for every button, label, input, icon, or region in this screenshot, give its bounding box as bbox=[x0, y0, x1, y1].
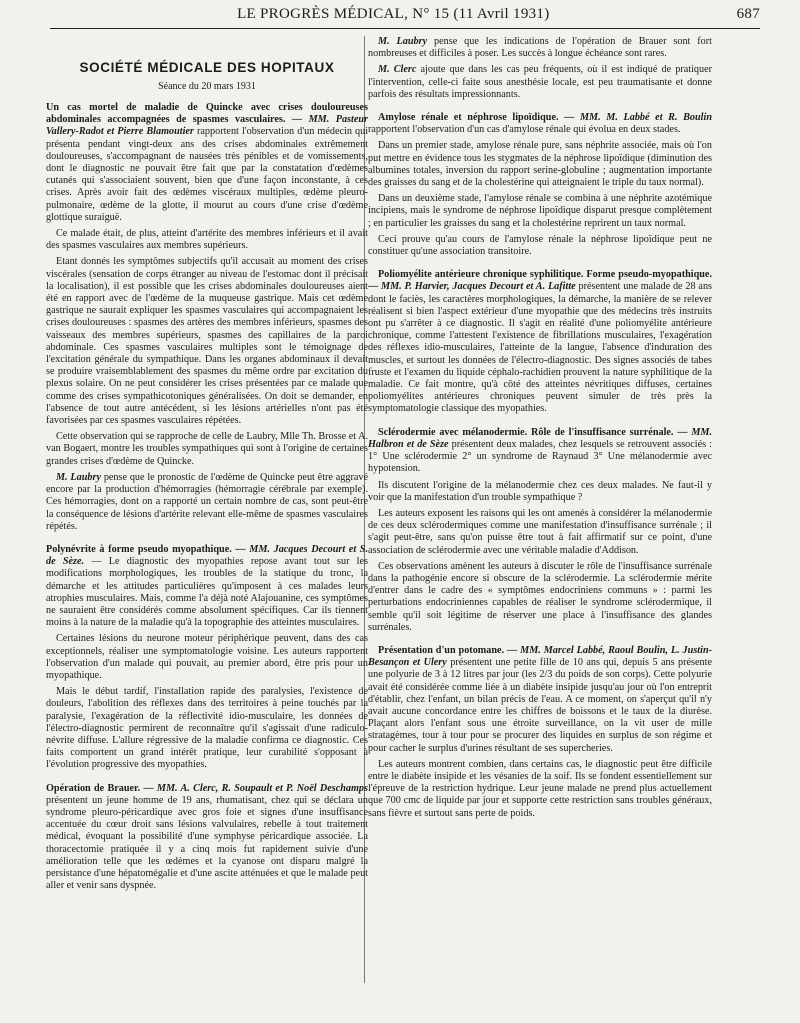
article-authors: — MM. M. Labbé et R. Boulin bbox=[564, 112, 712, 124]
paragraph: Dans un premier stade, amylose rénale pure, sans néphrite associée, mais où l'on put mettre en évidence tous les stygmates de la néphrose lipoïdique (diminution des albumines totales, inversion du rapport serine-globuline ; augmentation importante des graisses du sang et de la cholestérine qui atteignaient le triple du taux normal). bbox=[368, 140, 712, 189]
paragraph: Ceci prouve qu'au cours de l'amylose rénale la néphrose lipoïdique peut ne constituer qu'une association transitoire. bbox=[368, 233, 712, 258]
article-title: Poliomyélite antérieure chronique syphilitique. Forme pseudo-myopathique. bbox=[378, 269, 712, 281]
article-authors: — MM. A. Clerc, R. Soupault et P. Noël Deschamps bbox=[143, 782, 368, 794]
article-title: Polynévrite à forme pseudo myopathique. bbox=[46, 543, 232, 555]
article-text: — Le diagnostic des myopathies repose avant tout sur les modifications morphologiques, les troubles de la statique du tronc, la démarche et les attitudes particulières qu'imposent à ces malades leurs atrophies musculaires. Mais, comme l'a déjà noté Alajouanine, ces symptômes ne sauraient être considérés comme absolument spécifiques. Car ils tiennent moins à la nature de la maladie qu'à la topographie des atteintes musculaires. bbox=[46, 556, 368, 629]
article-amylose bbox=[368, 112, 712, 136]
journal-title: LE PROGRÈS MÉDICAL, N° 15 (11 Avril 1931) bbox=[237, 6, 550, 22]
article-authors: — MM. Marcel Labbé, Raoul Boulin, L. Justin-Besançon et Ulery bbox=[368, 644, 712, 669]
article-brauer bbox=[46, 783, 368, 893]
paragraph-laubry-brauer bbox=[368, 36, 712, 60]
article-text: présentent deux malades, chez lesquels se retrouvent associés : 1° Une sclérodermie 2° un syndrome de Raynaud 3° Une mélanodermie avec hypotension. bbox=[368, 438, 712, 475]
article-text: rapportent l'observation d'un médecin qui présenta pendant vingt-deux ans des crises abdominales extrêmement douloureuses, s'accompagnant de nausées très pénibles et de vomissements, dont le diagnostic ne pouvait être fait que par la constatation d'œdèmes cutanés qui s'associaient souvent, bien que d'une façon inconstante, à ces crises. Après avoir fait des œdèmes viscéraux multiples, œdème pleuro-pulmonaire, œdème de la glotte, il mourut au cours d'une crise d'œdème glottique suraiguë. bbox=[46, 126, 368, 223]
article-sclerodermie bbox=[368, 427, 712, 476]
article-quincke bbox=[46, 102, 368, 224]
article-authors: — MM. P. Harvier, Jacques Decourt et A. Lafitte bbox=[368, 281, 576, 293]
paragraph: Dans un deuxième stade, l'amylose rénale se combina à une néphrite azotémique incipiens, mais le syndrome de néphrose lipoïdique disparut presque complètement ; en particulier les graisses du sang et la cholestérine reprirent un taux normal. bbox=[368, 193, 712, 229]
discussant: M. Clerc bbox=[378, 64, 417, 76]
article-authors: — MM. Halbron et de Sèze bbox=[368, 426, 712, 450]
paragraph-text: pense que le pronostic de l'œdème de Quincke peut être aggravé encore par la production d'hémorragies (hémorragie cérébrale par exemple). Ces hémorragies, dont on a rapporté un certain nombre de cas, sont peut-être la conséquence de lésions d'artérite relevant elle-même de spasmes vasculaires répétés. bbox=[46, 471, 368, 532]
society-title: SOCIÉTÉ MÉDICALE DES HOPITAUX bbox=[79, 60, 335, 75]
article-text: présentent une petite fille de 10 ans qui, depuis 5 ans présente une polyurie de 3 à 12 litres par jour (les 2/3 du poids de son corps). Cette polyurie avait été considérée comme liée à un diabète insipide jusqu'au jour où l'on entreprit d'établir, chez l'enfant, un bilan précis de l'eau. A ce moment, on s'aperçut qu'il n'y avait aucune concordance entre les chiffres de boissons et le taux de la diurèse. Plaçant alors l'enfant sous une étroite surveillance, on la vit user de mille stratagèmes, tour à tour pour se procurer des liquides en surplus de son régime et pour cacher le surplus d'urines résultant de ses supercheries. bbox=[368, 657, 712, 754]
right-column bbox=[368, 36, 712, 1013]
article-title: Présentation d'un potomane. bbox=[378, 644, 505, 656]
article-text: rapportent l'observation d'un cas d'amylose rénale qui évolua en deux stades. bbox=[368, 124, 681, 136]
paragraph-text: ajoute que dans les cas peu fréquents, où il est indiqué de pratiquer l'intervention, celle-ci faite sous anesthésie locale, est peu traumatisante et donne parfois des résultats impressionnants. bbox=[368, 64, 712, 100]
paragraph: Ils discutent l'origine de la mélanodermie chez ces deux malades. Ne faut-il y voir que la manifestation d'un trouble sympathique ? bbox=[368, 479, 712, 503]
header-rule bbox=[50, 28, 760, 29]
running-head bbox=[50, 6, 760, 24]
paragraph-laubry bbox=[46, 472, 368, 533]
paragraph: Cette observation qui se rapproche de celle de Laubry, Mlle Th. Brosse et A. van Bogaert, montre les troubles sympathiques qui sont à l'origine de certaines grandes crises d'œdème de Quincke. bbox=[46, 431, 368, 467]
paragraph-clerc bbox=[368, 64, 712, 101]
paragraph: Mais le début tardif, l'installation rapide des paralysies, l'existence de douleurs, l'abolition des réflexes dans des territoires à peine touchés par la paralysie, l'exagération de la réflectivité idio-musculaire, les données de l'électro-diagnostic permirent de reconnaître qu'il s'agissait d'une radiculo-névrite diffuse. L'allure régressive de la maladie confirma ce diagnostic. Ces faits comportent un grand intérêt pratique, leur curabilité s'opposant à l'évolution progressive des myopathies. bbox=[46, 686, 368, 771]
paragraph: Ces observations amènent les auteurs à discuter le rôle de l'insuffisance surrénale dans la pathogénie encore si obscure de la sclérodermie. La sclérodermie mérite d'entrer dans le cadre des « symptômes endocriniens communs » : parmi les perturbations endocriniennes capables de réaliser le syndrome sclérodermique, il semble qu'il soit légitime de réserver une place à l'insuffisance des glandes surrénales. bbox=[368, 560, 712, 633]
paragraph: Les auteurs montrent combien, dans certains cas, le diagnostic peut être difficile entre le diabète insipide et les vésanies de la soif. Ils se fondent essentiellement sur l'épreuve de la restriction hydrique. Leur jeune malade ne prend plus actuellement que 700 cmc de liquide par jour et supporte cette restriction sans troubles généraux, sans fièvre et surtout sans perte de poids. bbox=[368, 758, 712, 819]
article-title: Opération de Brauer. bbox=[46, 782, 141, 794]
paragraph: Les auteurs exposent les raisons qui les ont amenés à considérer la mélanodermie de ces deux sclérodermiques comme une manifestation d'insuffisance surrénale ; il s'agit peut-être, sans qu'on puisse être tout à fait affirmatif sur ce point, d'une association de sclérodermie avec une véritable maladie d'Addison. bbox=[368, 507, 712, 556]
article-text: présentent une malade de 28 ans dont le faciès, les caractères morphologiques, la démarche, la manière de se relever réalisent si bien l'aspect extérieur d'une myopathie que des médecins très instruits ont pu s'arrêter à ce diagnostic. Il s'agit en réalité d'une poliomyélite antérieure chronique, comme l'attestent l'existence de fibrillations musculaires, l'exagération des réflexes idio-musculaires, l'atteinte de la langue, l'absence d'induration des muscles, et surtout les données de l'électro-diagnostic. Des signes associés de tabes fruste et l'examen du liquide céphalo-rachidien prouvent la nature syphilitique de la maladie. Ce fait montre, qu'à côté des atteintes névritiques diffuses, certaines poliomyélites antérieures chroniques peuvent simuler de très près la symptomatologie classique des myopathies. bbox=[368, 281, 712, 415]
discussant: M. Laubry bbox=[56, 471, 101, 483]
seance-date: Séance du 20 mars 1931 bbox=[158, 81, 256, 92]
paragraph: Etant donnés les symptômes subjectifs qu'il accusait au moment des crises viscérales (sensation de corps étranger au niveau de l'estomac dont il précisait la localisation), il est possible que les crises abdominales douloureuses aient été en rapport avec de l'œdème de la muqueuse gastrique. Mais cet œdème gastrique ne saurait expliquer les spasmes vasculaires qui accompagnaient les crises douloureuses : spasmes des artères des membres inférieurs, spasmes des vaisseaux des membres supérieurs, spasmes des capillaires de la paroi abdominale. Ces spasmes vasculaires multiples sont le témoignage de l'excitation générale du sympathique. Dans les organes abdominaux il devait se produire vraisemblablement des spasmes du même ordre par excitation du plexus solaire. On ne peut considérer les crises présentées par ce malade que comme des crises sympathicotoniques généralisées. On doit se demander, en l'absence de tout autre antécédent, si les lésions artérielles n'ont pas été favorisées par ces spasmes vasculaires répétées. bbox=[46, 256, 368, 427]
paragraph-text: pense que les indications de l'opération de Brauer sont fort nombreuses et difficiles à poser. Les succès à longue échéance sont rares. bbox=[368, 36, 712, 60]
article-title: Un cas mortel de maladie de Quincke avec crises douloureuses abdominales accompagnées de spasmes vasculaires. bbox=[46, 102, 368, 126]
article-title: Amylose rénale et néphrose lipoïdique. bbox=[378, 112, 559, 124]
article-authors: — MM. Jacques Decourt et S. de Sèze. bbox=[46, 543, 368, 568]
article-text: présentent un jeune homme de 19 ans, rhumatisant, chez qui se déclara un syndrome pleuro-péricardique avec gros foie et signes d'une insuffisance accentuée du cœur droit sans lésions valvulaires, rebelle à tout traitement médical, évoquant la possibilité d'une symphyse péricardique associée. La thoracectomie pratiquée il y a cinq mois fut rapidement suivie d'une amélioration telle que les œdèmes et la cyanose ont disparu malgré la persistance d'une hépatomégalie et d'une ascite atténuées et que le malade peut aller et venir sans dyspnée. bbox=[46, 794, 368, 892]
article-authors: — MM. Pasteur Vallery-Radot et Pierre Blamoutier bbox=[46, 114, 368, 138]
article-title: Sclérodermie avec mélanodermie. Rôle de l'insuffisance surrénale. bbox=[378, 426, 674, 438]
paragraph: Ce malade était, de plus, atteint d'artérite des membres inférieurs et il avait des spasmes vasculaires aux membres supérieurs. bbox=[46, 228, 368, 252]
page-number: 687 bbox=[736, 6, 760, 22]
discussant: M. Laubry bbox=[378, 36, 428, 47]
paragraph: Certaines lésions du neurone moteur périphérique peuvent, dans des cas exceptionnels, réaliser une symptomatologie voisine. Les auteurs rapportent l'observation d'un malade qui pouvait, au premier abord, être pris pour un myopathique. bbox=[46, 633, 368, 681]
article-poliomyelite bbox=[368, 269, 712, 415]
article-potomane bbox=[368, 645, 712, 755]
left-column bbox=[46, 36, 368, 1013]
article-polynevrite bbox=[46, 544, 368, 629]
